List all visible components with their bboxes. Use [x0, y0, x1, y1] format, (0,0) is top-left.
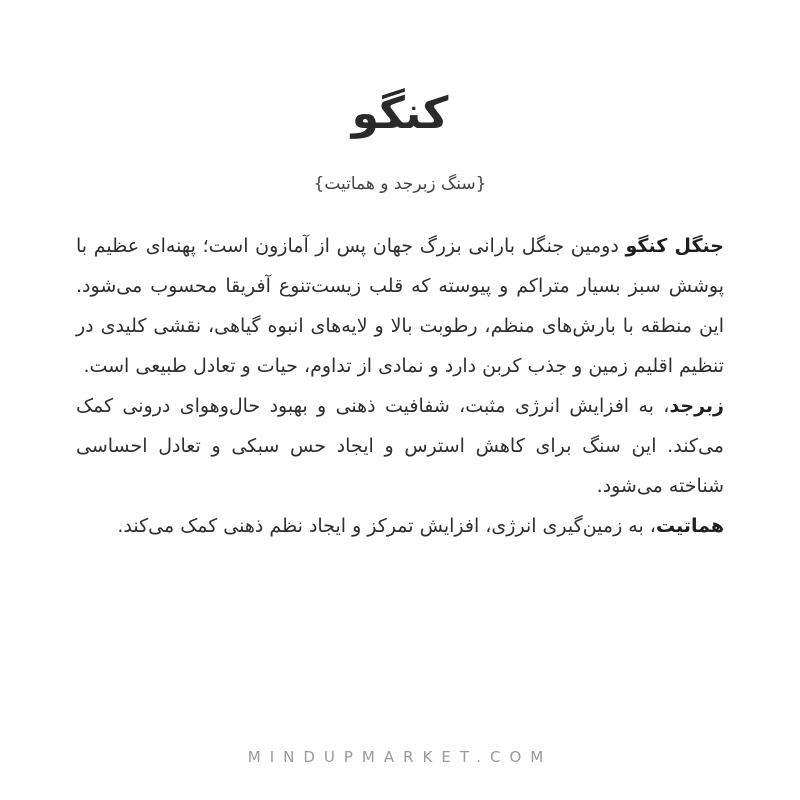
paragraph-hematite	[76, 506, 724, 546]
paragraph-lead: هماتیت	[655, 515, 724, 537]
paragraph-text: دومین جنگل بارانی بزرگ جهان پس از آمازون است؛ پهنه‌ای عظیم با پوشش سبز بسیار متراکم و پیوسته که قلب زیست‌تنوع آفریقا محسوب می‌شود. این منطقه با بارش‌های منظم، رطوبت بالا و لایه‌های انبوه گیاهی، نقشی کلیدی در تنظیم اقلیم زمین و جذب کربن دارد و نمادی از تداوم، حیات و تعادل طبیعی است.	[76, 235, 724, 377]
paragraph-text: ، به افزایش انرژی مثبت، شفافیت ذهنی و بهبود حال‌وهوای درونی کمک می‌کند. این سنگ برای کاهش استرس و ایجاد حس سبکی و تعادل احساسی شناخته می‌شود.	[76, 395, 724, 497]
paragraph-peridot	[76, 386, 724, 506]
site-url-footer: MINDUPMARKET.COM	[247, 748, 553, 766]
paragraph-congo	[76, 226, 724, 386]
description-body	[76, 226, 724, 546]
page-title: کنگو	[351, 88, 449, 139]
paragraph-lead: زبرجد	[669, 395, 724, 417]
paragraph-text: ، به زمین‌گیری انرژی، افزایش تمرکز و ایجاد نظم ذهنی کمک می‌کند.	[117, 515, 656, 537]
paragraph-lead: جنگل کنگو	[625, 235, 724, 257]
page-subtitle: {سنگ زبرجد و هماتیت}	[313, 174, 487, 194]
